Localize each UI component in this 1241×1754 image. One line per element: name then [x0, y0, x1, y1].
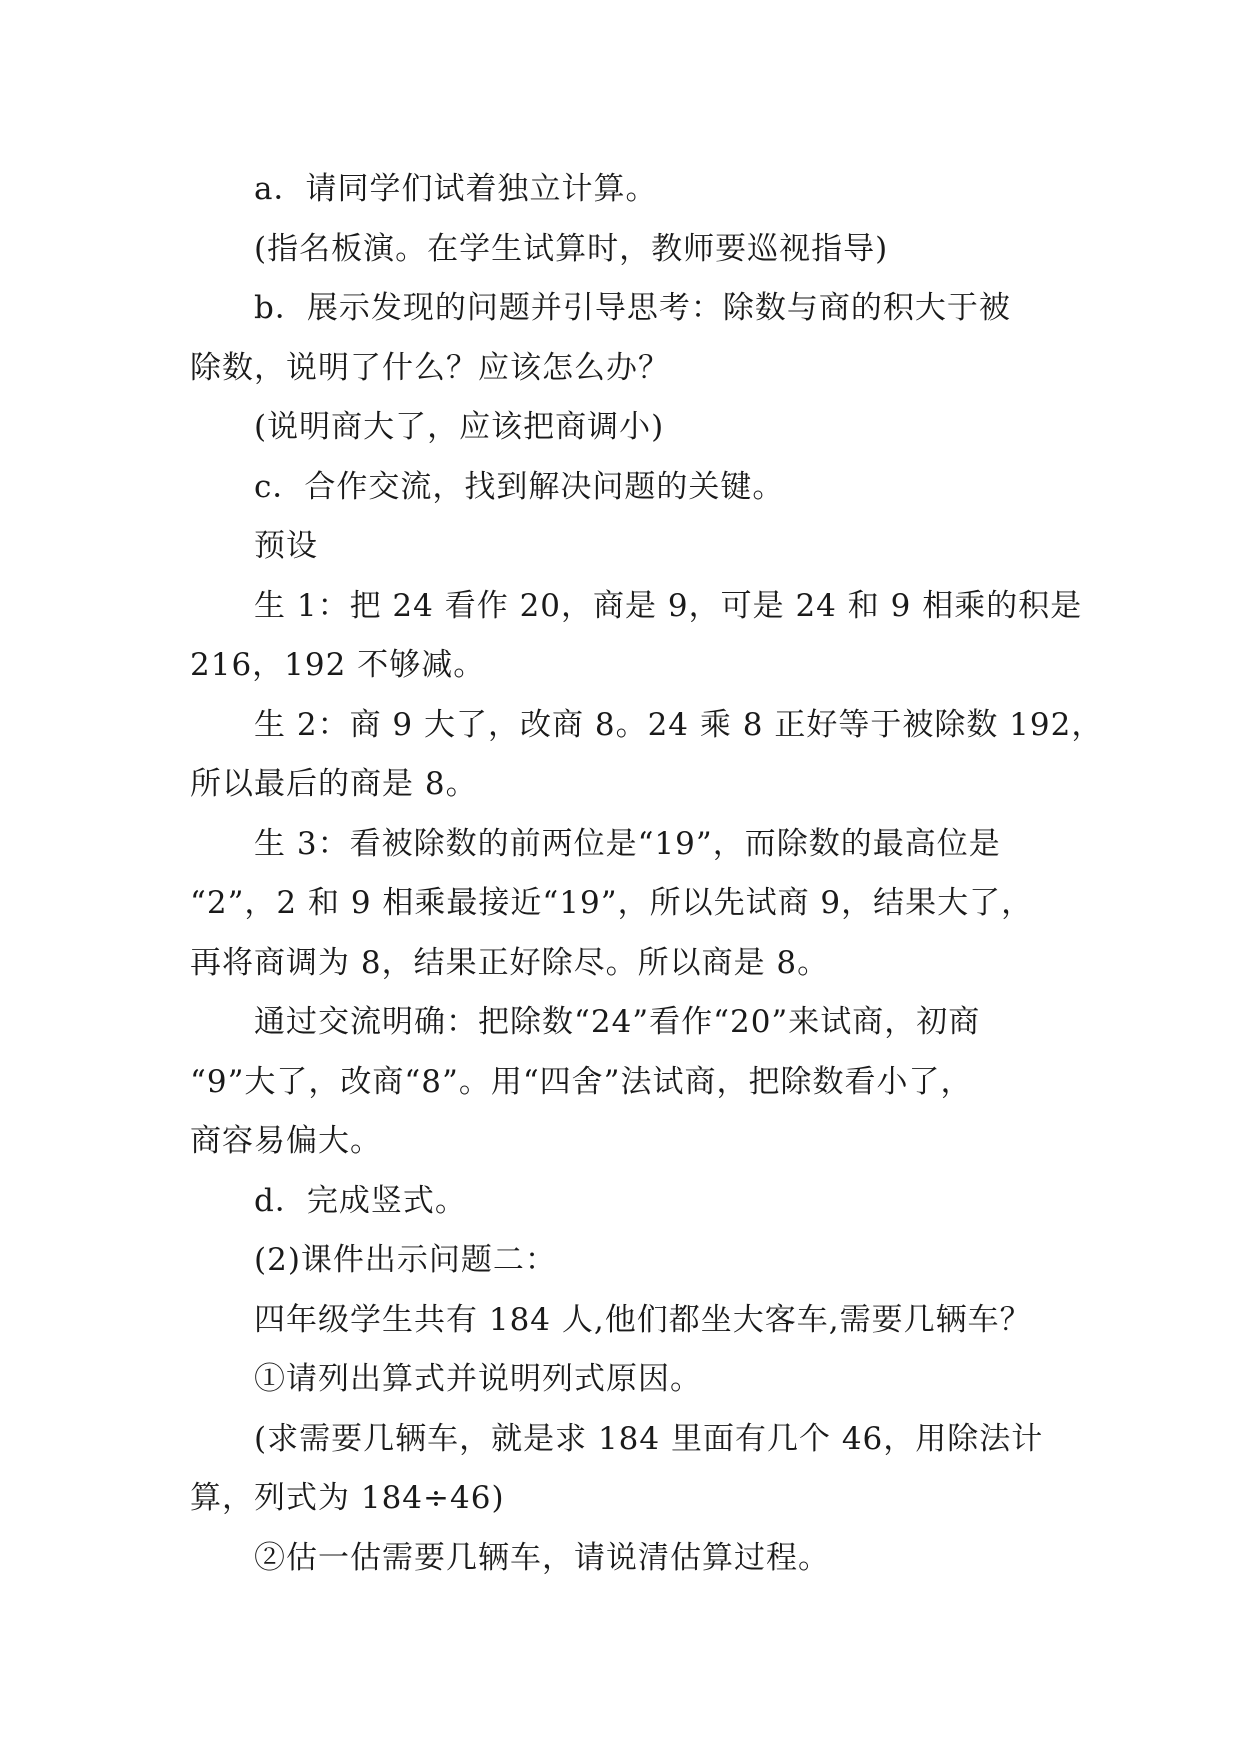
text-line: 预设: [254, 528, 318, 564]
text-line: “9”大了，改商“8”。用“四舍”法试商，把除数看小了，: [190, 1063, 973, 1100]
text-line: a．请同学们试着独立计算。: [254, 171, 658, 207]
text-line: 生 3：看被除数的前两位是“19”，而除数的最高位是: [254, 825, 1001, 862]
text-line: b．展示发现的问题并引导思考：除数与商的积大于被: [254, 290, 1011, 326]
text-line: ②估一估需要几辆车，请说清估算过程。: [254, 1539, 830, 1576]
text-line: 通过交流明确：把除数“24”看作“20”来试商，初商: [254, 1004, 981, 1040]
text-line: 216，192 不够减。: [190, 647, 486, 683]
text-line: 商容易偏大。: [190, 1123, 382, 1159]
document-body: [190, 160, 1104, 1588]
text-line: ①请列出算式并说明列式原因。: [254, 1361, 702, 1397]
text-line: 四年级学生共有 184 人,他们都坐大客车,需要几辆车？: [254, 1301, 1032, 1338]
text-line: “2”，2 和 9 相乘最接近“19”，所以先试商 9，结果大了，: [190, 885, 1034, 921]
text-line: 所以最后的商是 8。: [190, 766, 478, 802]
text-line: 生 1：把 24 看作 20，商是 9，可是 24 和 9 相乘的积是: [254, 587, 1083, 624]
text-line: d．完成竖式。: [254, 1182, 467, 1219]
text-line: (指名板演。在学生试算时，教师要巡视指导): [254, 230, 889, 267]
text-line: 生 2：商 9 大了，改商 8。24 乘 8 正好等于被除数 192，: [254, 706, 1104, 743]
text-line: (2)课件出示问题二：: [254, 1242, 557, 1278]
text-line: (求需要几辆车，就是求 184 里面有几个 46，用除法计: [254, 1420, 1044, 1457]
text-line: 算，列式为 184÷46): [190, 1480, 505, 1516]
text-line: (说明商大了，应该把商调小): [254, 409, 665, 445]
text-line: 除数，说明了什么？应该怎么办？: [190, 349, 670, 386]
text-line: 再将商调为 8，结果正好除尽。所以商是 8。: [190, 944, 830, 981]
text-line: c．合作交流，找到解决问题的关键。: [254, 468, 785, 505]
